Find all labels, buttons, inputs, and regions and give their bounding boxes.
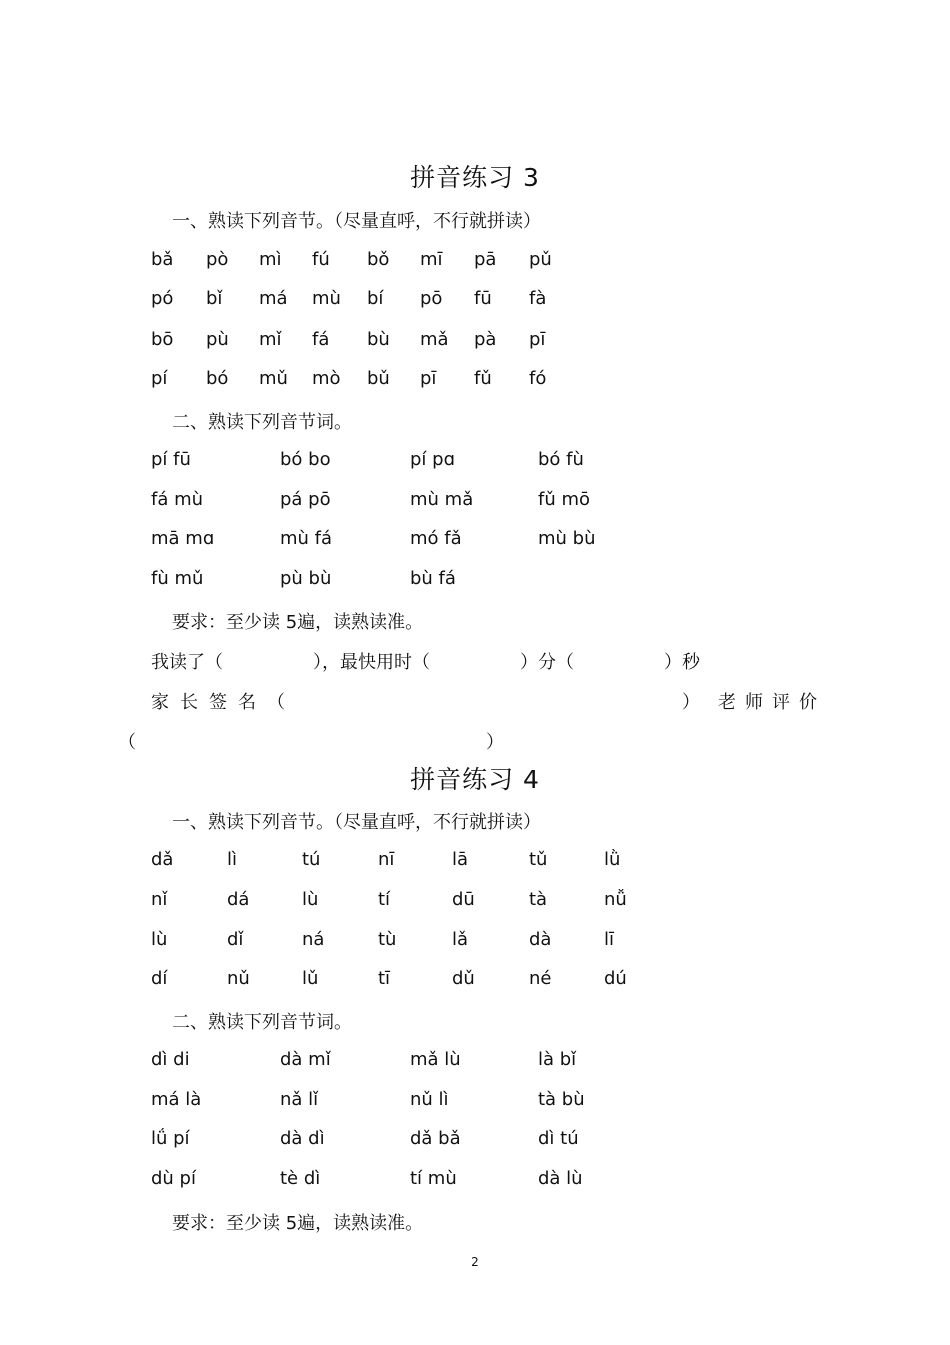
syllable-word: dǎ bǎ — [410, 1128, 461, 1149]
syllable: lǜ — [604, 849, 621, 870]
exercise3-title: 拼音练习 3 — [410, 163, 540, 192]
syllable-word: pí fū — [151, 449, 191, 470]
syllable: dá — [227, 889, 250, 910]
syllable: bǔ — [367, 368, 390, 389]
syllable-word: tà bù — [538, 1089, 585, 1110]
syllable-word: mā mɑ — [151, 528, 215, 549]
syllable-word: fǔ mō — [538, 489, 591, 510]
syllable-word: mó fǎ — [410, 528, 462, 549]
syllable: pò — [206, 249, 229, 270]
syllable-word: nǔ lì — [410, 1089, 449, 1110]
syllable-word: pá pō — [280, 489, 331, 510]
syllable: pǔ — [529, 249, 552, 270]
syllable-word: mǎ lù — [410, 1049, 461, 1070]
syllable: lù — [302, 889, 319, 910]
syllable: mò — [312, 368, 341, 389]
syllable: lǎ — [452, 929, 469, 950]
syllable: dǐ — [227, 929, 244, 950]
syllable: tǔ — [529, 849, 548, 870]
exercise4-requirement: 要求：至少读 5遍，读熟读准。 — [172, 1213, 424, 1234]
syllable: nǔ — [227, 968, 250, 989]
parent-signature-label: 家长签名（ — [151, 692, 296, 713]
syllable-word: mù fá — [280, 528, 333, 549]
syllable-word: dà lù — [538, 1168, 583, 1189]
syllable: pō — [420, 288, 443, 309]
syllable: pī — [420, 368, 437, 389]
syllable-word: fá mù — [151, 489, 204, 510]
syllable: tī — [378, 968, 391, 989]
parent-signature-close: ） — [682, 692, 700, 713]
syllable-word: bù fá — [410, 568, 456, 589]
syllable-word: fù mǔ — [151, 568, 204, 589]
syllable-word: mù bù — [538, 528, 596, 549]
syllable: bǐ — [206, 288, 223, 309]
syllable: lǔ — [302, 968, 319, 989]
syllable: nī — [378, 849, 395, 870]
syllable-word: lǘ pí — [151, 1128, 190, 1149]
syllable: mù — [312, 288, 341, 309]
syllable: mǎ — [420, 329, 449, 350]
exercise3-part2-heading: 二、熟读下列音节词。 — [172, 412, 352, 433]
syllable: dǎ — [151, 849, 174, 870]
exercise3-part1-heading: 一、熟读下列音节。（尽量直呼，不行就拼读） — [172, 211, 541, 232]
reading-record-line: 我读了（ ），最快用时（ ）分（ ）秒 — [151, 652, 700, 673]
syllable: pī — [529, 329, 546, 350]
syllable: bō — [151, 329, 174, 350]
syllable: dí — [151, 968, 168, 989]
syllable-word: pí pɑ — [410, 449, 455, 470]
teacher-evaluation-close: ） — [486, 732, 504, 753]
syllable-word: dì tú — [538, 1128, 579, 1149]
syllable: má — [259, 288, 288, 309]
syllable: dǔ — [452, 968, 475, 989]
syllable: bù — [367, 329, 390, 350]
syllable: fá — [312, 329, 330, 350]
exercise3-requirement: 要求：至少读 5遍，读熟读准。 — [172, 612, 424, 633]
teacher-evaluation-label: 老师评价 — [718, 692, 826, 713]
syllable-word: má là — [151, 1089, 202, 1110]
syllable: fó — [529, 368, 547, 389]
syllable: tí — [378, 889, 391, 910]
syllable: tà — [529, 889, 548, 910]
syllable-word: tí mù — [410, 1168, 457, 1189]
syllable: dū — [452, 889, 475, 910]
syllable: fǔ — [474, 368, 492, 389]
syllable: fū — [474, 288, 492, 309]
syllable: dà — [529, 929, 552, 950]
syllable-word: bó fù — [538, 449, 584, 470]
syllable: lī — [604, 929, 615, 950]
syllable: fà — [529, 288, 547, 309]
syllable: né — [529, 968, 552, 989]
syllable: mǐ — [259, 329, 282, 350]
syllable-word: pù bù — [280, 568, 332, 589]
syllable-word: bó bo — [280, 449, 331, 470]
syllable-word: dà mǐ — [280, 1049, 331, 1070]
syllable: pí — [151, 368, 168, 389]
exercise4-title: 拼音练习 4 — [410, 765, 540, 794]
syllable: mī — [420, 249, 443, 270]
syllable-word: nǎ lǐ — [280, 1089, 319, 1110]
syllable-word: tè dì — [280, 1168, 321, 1189]
syllable-word: dà dì — [280, 1128, 325, 1149]
syllable: lā — [452, 849, 469, 870]
syllable: tú — [302, 849, 321, 870]
teacher-evaluation-open: （ — [118, 732, 136, 753]
syllable-word: là bǐ — [538, 1049, 577, 1070]
syllable-word: mù mǎ — [410, 489, 474, 510]
syllable: pù — [206, 329, 229, 350]
syllable-word: dù pí — [151, 1168, 196, 1189]
page-number: 2 — [471, 1255, 479, 1269]
syllable: mì — [259, 249, 282, 270]
syllable: nǚ — [604, 889, 627, 910]
syllable: bǎ — [151, 249, 174, 270]
syllable: pà — [474, 329, 497, 350]
syllable: pó — [151, 288, 174, 309]
syllable: ná — [302, 929, 325, 950]
syllable-word: dì di — [151, 1049, 190, 1070]
syllable: lù — [151, 929, 168, 950]
syllable: lì — [227, 849, 238, 870]
syllable: tù — [378, 929, 397, 950]
syllable: nǐ — [151, 889, 168, 910]
syllable: bǒ — [367, 249, 390, 270]
syllable: bí — [367, 288, 384, 309]
syllable: dú — [604, 968, 627, 989]
exercise4-part2-heading: 二、熟读下列音节词。 — [172, 1012, 352, 1033]
syllable: fú — [312, 249, 330, 270]
syllable: bó — [206, 368, 229, 389]
exercise4-part1-heading: 一、熟读下列音节。（尽量直呼，不行就拼读） — [172, 812, 541, 833]
syllable: mǔ — [259, 368, 288, 389]
syllable: pā — [474, 249, 497, 270]
